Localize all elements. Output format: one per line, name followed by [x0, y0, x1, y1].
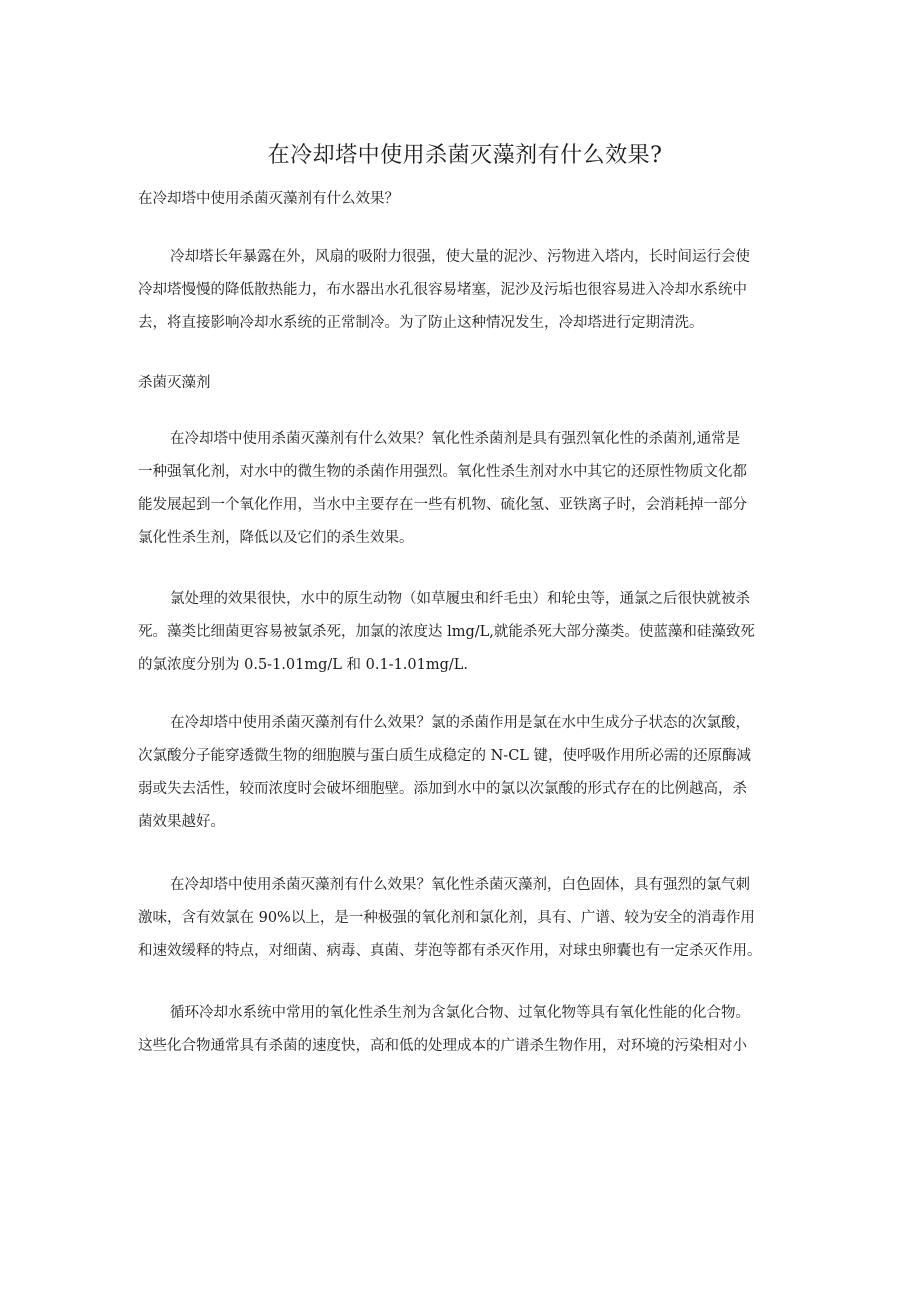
paragraph-5	[138, 869, 792, 968]
paragraph-line: 冷却塔慢慢的降低散热能力，布水器出水孔很容易堵塞，泥沙及污垢也很容易进入冷却水系统中	[138, 282, 747, 298]
paragraph-line: 死。藻类比细菌更容易被氯杀死，加氯的浓度达 lmg/L,就能杀死大部分藻类。使蓝藻和硅藻致死	[138, 624, 755, 640]
paragraph-6	[138, 997, 792, 1063]
paragraph-line: 氯化性杀生剂，降低以及它们的杀生效果。	[138, 530, 414, 546]
paragraph-line: 次氯酸分子能穿透微生物的细胞膜与蛋白质生成稳定的 N-CL 键，使呼吸作用所必需的还原酶减	[138, 748, 752, 764]
paragraph-line: 在冷却塔中使用杀菌灭藻剂有什么效果？氧化性杀菌剂是具有强烈氧化性的杀菌剂,通常是	[170, 431, 741, 447]
paragraph-line: 在冷却塔中使用杀菌灭藻剂有什么效果？氯的杀菌作用是氯在水中生成分子状态的次氯酸，	[170, 715, 750, 731]
paragraph-line: 能发展起到一个氧化作用，当水中主要存在一些有机物、硫化氢、亚铁离子时，会消耗掉一部分	[138, 497, 747, 513]
paragraph-4	[138, 707, 792, 839]
section-heading: 杀菌灭藻剂	[138, 375, 211, 391]
paragraph-2	[138, 423, 792, 555]
paragraph-line: 一种强氧化剂，对水中的微生物的杀菌作用强烈。氧化性杀生剂对水中其它的还原性物质文化都	[138, 464, 747, 480]
paragraph-line: 和速效缓释的特点，对细菌、病毒、真菌、芽泡等都有杀灭作用，对球虫卵囊也有一定杀灭作用。	[138, 943, 762, 959]
paragraph-line: 氯处理的效果很快，水中的原生动物（如草履虫和纤毛虫）和轮虫等，通氯之后很快就被杀	[170, 591, 750, 607]
paragraph-line: 弱或失去活性，较而浓度时会破坏细胞壁。添加到水中的氯以次氯酸的形式存在的比例越高，杀	[138, 781, 747, 797]
paragraph-line: 激味，含有效氯在 90%以上，是一种极强的氧化剂和氯化剂，具有、广谱、较为安全的消毒作用	[138, 910, 755, 926]
paragraph-line: 循环冷却水系统中常用的氧化性杀生剂为含氯化合物、过氧化物等具有氧化性能的化合物。	[170, 1005, 750, 1021]
paragraph-1	[138, 241, 792, 340]
paragraph-line: 冷却塔长年暴露在外，风扇的吸附力很强，使大量的泥沙、污物进入塔内，长时间运行会使	[170, 249, 750, 265]
document-subtitle: 在冷却塔中使用杀菌灭藻剂有什么效果？	[138, 191, 399, 207]
paragraph-line: 在冷却塔中使用杀菌灭藻剂有什么效果？氧化性杀菌灭藻剂，白色固体，具有强烈的氯气刺	[170, 877, 750, 893]
paragraph-line: 菌效果越好。	[138, 814, 225, 830]
paragraph-line: 去，将直接影响冷却水系统的正常制冷。为了防止这种情况发生，冷却塔进行定期清洗。	[138, 315, 704, 331]
paragraph-line: 这些化合物通常具有杀菌的速度快，高和低的处理成本的广谱杀生物作用，对环境的污染相对小	[138, 1038, 747, 1054]
paragraph-3	[138, 583, 792, 682]
document-title: 在冷却塔中使用杀菌灭藻剂有什么效果?	[267, 143, 663, 168]
paragraph-line: 的氯浓度分别为 0.5-1.01mg/L 和 0.1-1.01mg/L.	[138, 657, 469, 673]
